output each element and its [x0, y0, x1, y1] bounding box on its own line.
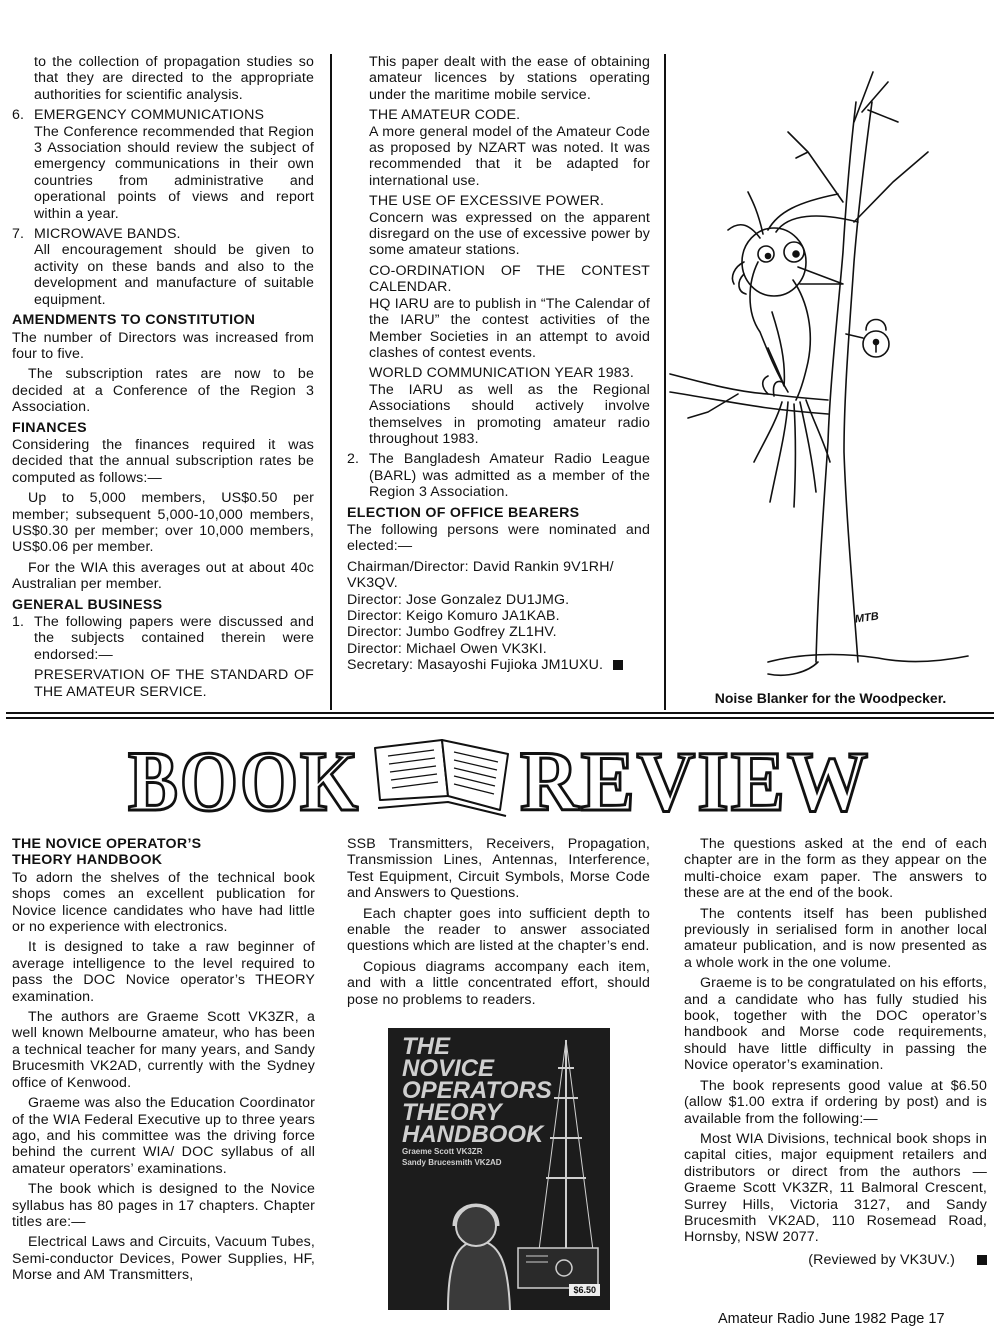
woodpecker-cartoon: [668, 62, 993, 682]
column-2: [347, 54, 650, 674]
list-item-title: MICROWAVE BANDS.: [34, 226, 181, 243]
paragraph: Up to 5,000 members, US$0.50 per member; subsequent 5,000-10,000 members, US$0.30 per member; over 10,000 members, US$0.06 per member.: [12, 490, 314, 556]
book-cover-author: Sandy Brucesmith VK2AD: [402, 1158, 502, 1167]
column-divider: [664, 54, 666, 710]
office-bearer: [347, 657, 650, 673]
section-divider: [6, 717, 994, 719]
office-bearer: Chairman/Director: David Rankin 9V1RH/ VK3QV.: [347, 558, 614, 592]
paragraph: The book represents good value at $6.50 (allow $1.00 extra if ordering by post) and is available from the following:—: [684, 1077, 987, 1127]
list-number: 2.: [347, 451, 360, 468]
reviewer-credit: (Reviewed by VK3UV.): [808, 1251, 955, 1268]
page-footer: Amateur Radio June 1982 Page 17: [718, 1311, 945, 1327]
subsection-heading: THE AMATEUR CODE.: [369, 107, 521, 124]
list-item: [12, 614, 314, 700]
book-review-banner: [120, 730, 880, 826]
review-column-2: [347, 836, 650, 1012]
book-cover-authors: [402, 1146, 502, 1168]
book-cover-title-line: HANDBOOK: [402, 1121, 544, 1148]
paragraph: It is designed to take a raw beginner of average intelligence to the level required to pass the DOC Novice operator’s THEORY examination.: [12, 939, 315, 1005]
section-heading: GENERAL BUSINESS: [12, 596, 163, 613]
paragraph: For the WIA this averages out at about 40c Australian per member.: [12, 559, 314, 593]
paragraph: The authors are Graeme Scott VK3ZR, a well known Melbourne amateur, who has been a technical teacher for many years, and Sandy Brucesmith VK2AD, currently with the Sydney office of Kenwood.: [12, 1009, 315, 1091]
reviewer-line: [684, 1252, 987, 1268]
list-item-subtitle: PRESERVATION OF THE STANDARD OF THE AMATEUR SERVICE.: [34, 667, 314, 700]
end-of-article-mark: [977, 1255, 987, 1265]
list-item-text: The Conference recommended that Region 3 Association should review the subject of emergency communications in their own countries from administrative and operational points of views and report within a year.: [34, 123, 314, 222]
paragraph: Each chapter goes into sufficient depth to enable the reader to answer associated questions which are listed at the chapter’s end.: [347, 905, 650, 955]
office-bearer: Director: Michael Owen VK3KI.: [347, 640, 547, 657]
book-cover-title-line: THE: [402, 1033, 450, 1060]
book-cover-title-line: THEORY: [402, 1099, 502, 1126]
column-divider: [330, 54, 332, 710]
list-item: [12, 107, 314, 222]
section-heading: AMENDMENTS TO CONSTITUTION: [12, 312, 256, 329]
list-number: 6.: [12, 107, 25, 124]
banner-word-review: REVIEW: [520, 733, 870, 826]
paragraph: The following persons were nominated and elected:—: [347, 521, 650, 555]
book-cover-title-line: OPERATORS: [402, 1077, 552, 1104]
paragraph: The subscription rates are now to be decided at a Conference of the Region 3 Association.: [12, 366, 314, 416]
office-bearer: Director: Jumbo Godfrey ZL1HV.: [347, 624, 557, 641]
review-title-line: THEORY HANDBOOK: [12, 852, 163, 869]
list-item-title: EMERGENCY COMMUNICATIONS: [34, 107, 265, 124]
paragraph: The number of Directors was increased from four to five.: [12, 329, 314, 362]
banner-word-book: BOOK: [128, 733, 360, 826]
office-bearer: Director: Keigo Komuro JA1KAB.: [347, 608, 560, 624]
end-of-article-mark: [613, 660, 623, 670]
paragraph: SSB Transmitters, Receivers, Propagation, Transmission Lines, Antennas, Interference, Test Equipment, Circuit Symbols, Morse Code and Answers to Questions.: [347, 836, 650, 902]
review-title-line: THE NOVICE OPERATOR’S: [12, 836, 202, 852]
list-item-text: The following papers were discussed and the subjects contained therein were endorsed:—: [34, 614, 314, 663]
list-number: 7.: [12, 226, 25, 243]
review-column-1: [12, 836, 315, 1288]
paragraph: Most WIA Divisions, technical book shops in capital cities, major equipment retailers and distributors or direct from the authors — Graeme Scott VK3ZR, 11 Balmoral Crescent, Surrey Hills, Victoria 3127, and Sandy Brucesmith VK2AD, 110 Rosemead Road, Hornsby, NSW 2077.: [684, 1130, 987, 1246]
paragraph: To adorn the shelves of the technical book shops comes an excellent publication for Novice licence candidates who have had little or no experience with electronics.: [12, 869, 315, 936]
column-1: [12, 54, 314, 704]
paragraph: The questions asked at the end of each chapter are in the form as they appear on the multi-choice exam paper. The answers to these are at the end of the book.: [684, 836, 987, 902]
list-item-text: The Bangladesh Amateur Radio League (BARL) was admitted as a member of the Region 3 Association.: [369, 451, 650, 501]
book-cover-author: Graeme Scott VK3ZR: [402, 1147, 483, 1156]
subsection-heading: THE USE OF EXCESSIVE POWER.: [369, 193, 605, 210]
paragraph: A more general model of the Amateur Code as proposed by NZART was noted. It was recommended that it be adapted for international use.: [369, 123, 650, 189]
list-item: [12, 226, 314, 308]
section-heading: FINANCES: [12, 419, 87, 436]
paragraph: Considering the finances required it was decided that the annual subscription rates be computed as follows:—: [12, 436, 314, 486]
subsection-heading: CO-ORDINATION OF THE CONTEST CALENDAR.: [369, 262, 650, 296]
paragraph: Copious diagrams accompany each item, and with a little concentrated effort, should pose no problems to readers.: [347, 958, 650, 1008]
book-cover-price: $6.50: [569, 1284, 600, 1296]
list-number: 1.: [12, 614, 25, 630]
open-book-icon: [375, 740, 508, 816]
paragraph: The IARU as well as the Regional Associations should actively involve themselves in promoting amateur radio throughout 1983.: [369, 381, 650, 447]
section-divider: [6, 712, 994, 714]
office-bearer: Director: Jose Gonzalez DU1JMG.: [347, 591, 570, 608]
paragraph: The contents itself has been published previously in serialised form in another local amateur publication, and is now presented as a whole work in the one volume.: [684, 905, 987, 971]
subsection: [347, 107, 650, 447]
book-cover-image: [388, 1028, 610, 1310]
subsection-heading: WORLD COMMUNICATION YEAR 1983.: [369, 365, 634, 382]
paragraph: Graeme was also the Education Coordinator of the WIA Federal Executive up to three years ago, and his committee was the driving force behind the current WIA/ DOC syllabus of all amateur operators’ examinations.: [12, 1095, 315, 1177]
section-heading: ELECTION OF OFFICE BEARERS: [347, 504, 580, 521]
paragraph: Concern was expressed on the apparent disregard on the use of excessive power by some amateur stations.: [369, 209, 650, 259]
list-item: [347, 451, 650, 500]
paragraph: This paper dealt with the ease of obtaining amateur licences by stations operating under the maritime mobile service.: [369, 54, 650, 103]
cartoon-signature: MTB: [854, 610, 880, 626]
cartoon-caption: Noise Blanker for the Woodpecker.: [714, 690, 947, 706]
review-column-3: [684, 836, 987, 1272]
review-title: [12, 836, 315, 869]
office-bearer-text: Secretary: Masayoshi Fujioka JM1UXU.: [347, 657, 604, 674]
book-cover-title: [402, 1033, 552, 1148]
paragraph: The book which is designed to the Novice syllabus has 80 pages in 17 chapters. Chapter titles are:—: [12, 1181, 315, 1230]
book-cover-title-line: NOVICE: [402, 1055, 495, 1082]
list-item-text: All encouragement should be given to activity on these bands and also to the development and manufacture of suitable equipment.: [34, 242, 314, 308]
paragraph: HQ IARU are to publish in “The Calendar of the IARU” the contest activities of the Member Societies in an attempt to avoid clashes of contest events.: [369, 295, 650, 361]
office-bearers-list: [347, 559, 650, 674]
paragraph: Graeme is to be congratulated on his efforts, and a candidate who has fully studied his book, together with the DOC operator’s handbook and Morse code requirements, should have little difficulty in passing the Novice operator’s examination.: [684, 975, 987, 1074]
paragraph: Electrical Laws and Circuits, Vacuum Tubes, Semi-conductor Devices, Power Supplies, HF, Morse and AM Transmitters,: [12, 1234, 315, 1284]
paragraph: to the collection of propagation studies so that they are directed to the appropriate authorities for scientific analysis.: [34, 54, 314, 103]
